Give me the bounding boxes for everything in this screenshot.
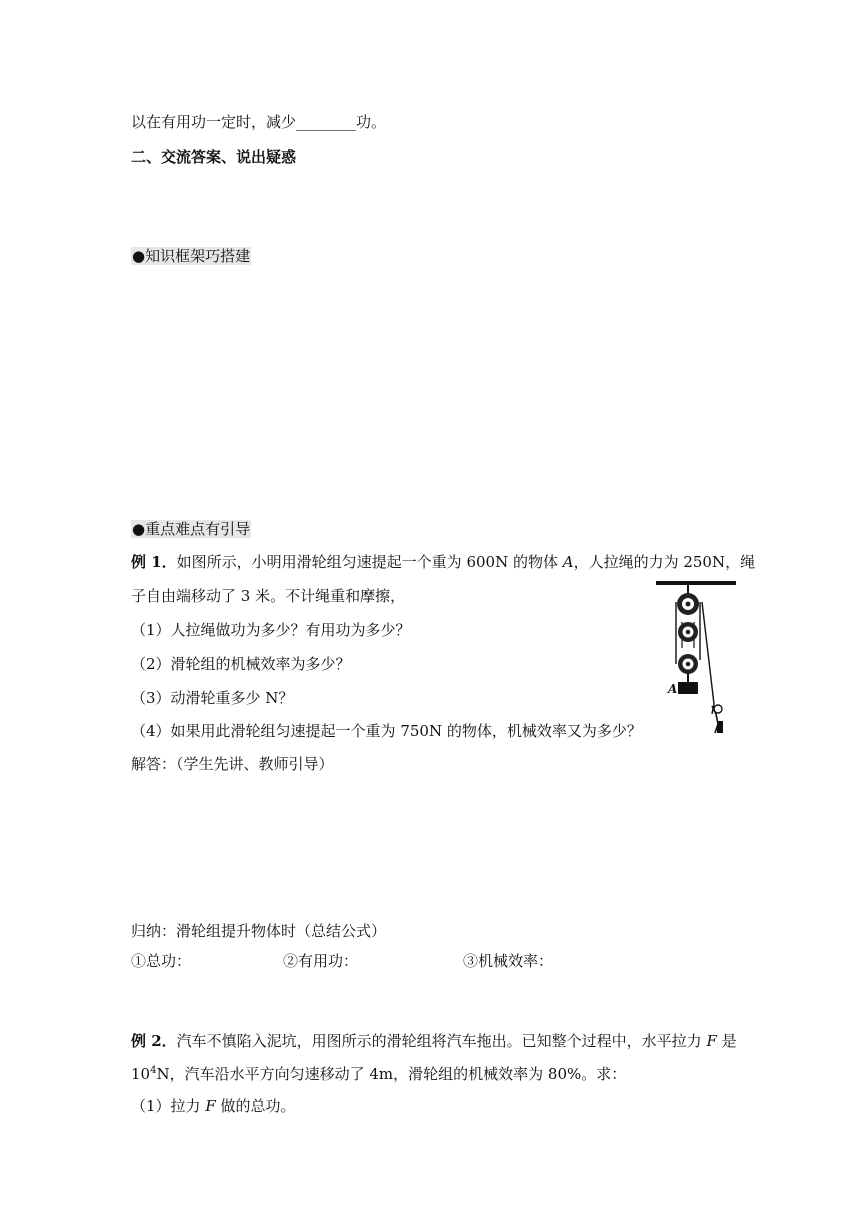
example1-line1 [131,552,755,572]
pulley-system-figure [652,578,738,734]
figure-label-a: A [668,682,678,696]
summary-efficiency: ③机械效率： [463,952,554,970]
summary-total-work: ①总功： [131,952,192,970]
example1-question1: （1）人拉绳做功为多少？有用功为多少？ [131,621,411,639]
example2-line2 [131,1064,626,1084]
example2-text1b: 是 [716,1032,737,1050]
section-title-exchange: 二、交流答案、说出疑惑 [131,148,297,166]
example2-line2-rest: N，汽车沿水平方向匀速移动了 4m，滑轮组的机械效率为 80%。求： [156,1065,627,1083]
example1-answer: 解答：（学生先讲、教师引导） [131,755,334,773]
example2-q1-prefix: （1）拉力 [131,1097,206,1115]
example1-text-part1: 如图所示，小明用滑轮组匀速提起一个重为 600N 的物体 [176,553,563,571]
summary-title: 归纳：滑轮组提升物体时（总结公式） [131,922,387,940]
example1-text-part2: ，人拉绳的力为 250N，绳 [573,553,756,571]
example1-question3: （3）动滑轮重多少 N？ [131,689,294,707]
example2-q1-var: F [205,1097,216,1115]
intro-line: 以在有用功一定时，减少________功。 [131,113,387,131]
keypoint-heading-text: ●重点难点有引导 [132,520,251,538]
summary-useful-work: ②有用功： [283,952,359,970]
example1-var-a: A [562,553,574,571]
example2-line2-base: 10 [131,1065,151,1083]
example2-text1: 汽车不慎陷入泥坑，用图所示的滑轮组将汽车拖出。已知整个过程中，水平拉力 [176,1032,707,1050]
example1-label: 例 1． [131,553,177,571]
example2-question1 [131,1096,296,1116]
example1-line2: 子自由端移动了 3 米。不计绳重和摩擦， [131,587,406,605]
example2-line2-exponent: 4 [150,1065,157,1076]
example2-label: 例 2． [131,1032,177,1050]
knowledge-heading [131,246,251,266]
example2-q1-suffix: 做的总功。 [215,1097,296,1115]
example2-line1 [131,1031,737,1051]
keypoint-heading [131,519,251,539]
example2-var-f: F [706,1032,717,1050]
knowledge-heading-text: ●知识框架巧搭建 [132,247,251,265]
example1-question4: （4）如果用此滑轮组匀速提起一个重为 750N 的物体，机械效率又为多少？ [131,722,642,740]
example1-question2: （2）滑轮组的机械效率为多少？ [131,655,351,673]
